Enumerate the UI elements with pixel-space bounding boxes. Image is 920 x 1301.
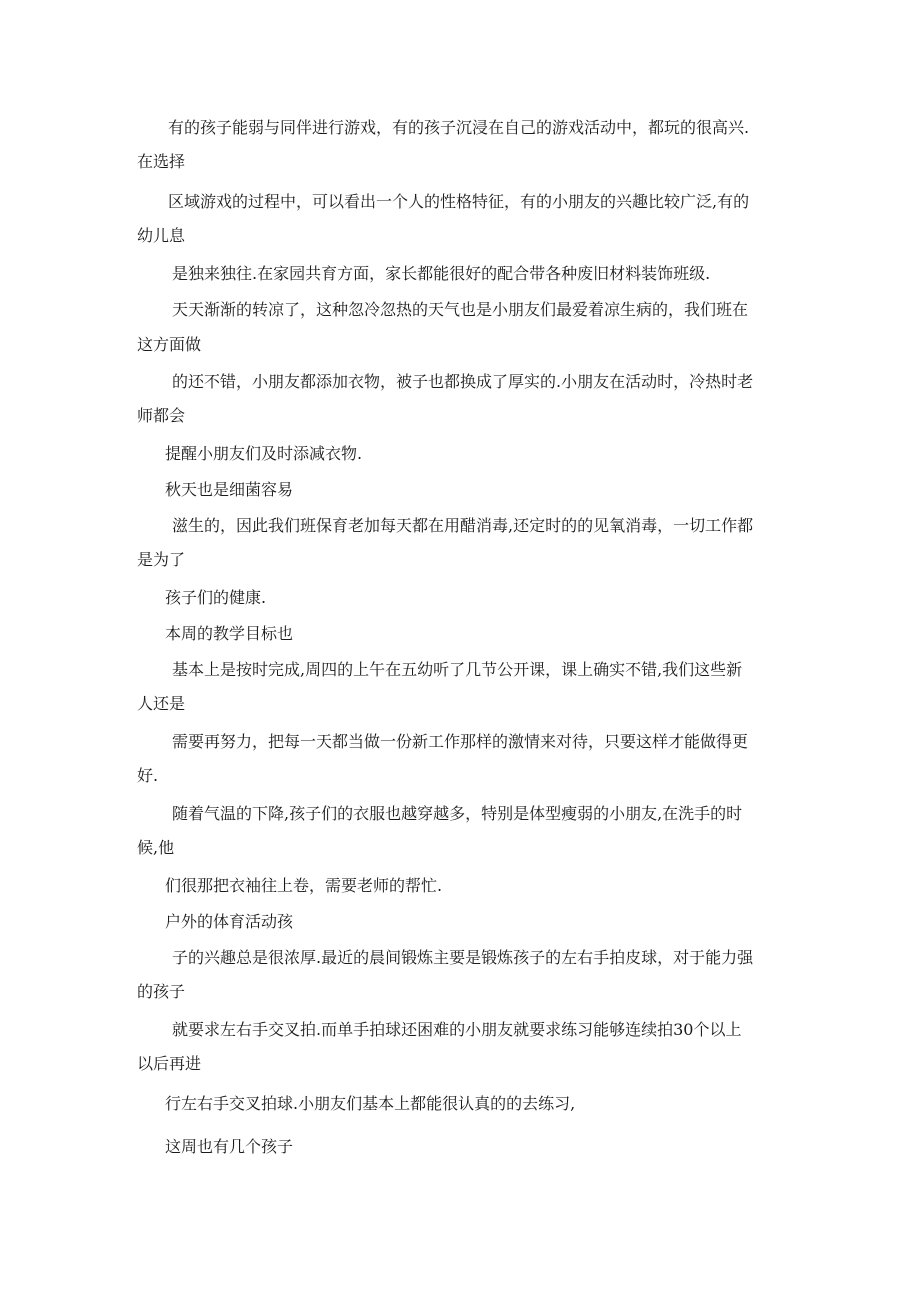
text-line: 是独来独往.在家园共育方面，家长都能很好的配合带各种废旧材料装饰班级. — [172, 264, 711, 283]
text-line: 是为了 — [137, 550, 186, 569]
text-line: 这周也有几个孩子 — [165, 1137, 294, 1156]
text-line: 滋生的，因此我们班保育老加每天都在用醋消毒,还定时的的见氧消毒，一切工作都 — [172, 516, 754, 535]
text-line: 的孩子 — [137, 982, 186, 1001]
text-line: 本周的教学目标也 — [165, 624, 294, 643]
text-line: 有的孩子能弱与同伴进行游戏，有的孩子沉浸在自己的游戏活动中，都玩的很高兴. — [168, 118, 750, 137]
text-line: 以后再进 — [137, 1054, 202, 1073]
text-line: 们很那把衣袖往上卷，需要老师的帮忙. — [165, 876, 443, 895]
text-line: 师都会 — [137, 406, 186, 425]
text-line: 行左右手交叉拍球.小朋友们基本上都能很认真的的去练习, — [165, 1094, 576, 1113]
text-line: 人还是 — [137, 694, 186, 713]
text-line: 提醒小朋友们及时添减衣物. — [165, 444, 363, 463]
text-line: 秋天也是细菌容易 — [165, 480, 294, 499]
text-line: 子的兴趣总是很浓厚.最近的晨间锻炼主要是锻炼孩子的左右手拍皮球，对于能力强 — [172, 948, 754, 967]
text-line: 候,他 — [137, 838, 175, 857]
text-line: 的还不错，小朋友都添加衣物，被子也都换成了厚实的.小朋友在活动时，冷热时老 — [172, 372, 754, 391]
text-line: 在选择 — [137, 152, 186, 171]
text-line: 户外的体育活动孩 — [165, 912, 294, 931]
text-line: 这方面做 — [137, 335, 202, 354]
text-line: 区域游戏的过程中，可以看出一个人的性格特征，有的小朋友的兴趣比较广泛,有的 — [168, 192, 750, 211]
text-line: 天天渐渐的转凉了，这种忽冷忽热的天气也是小朋友们最爱着凉生病的，我们班在 — [172, 300, 749, 319]
text-line: 需要再努力，把每一天都当做一份新工作那样的激情来对待，只要这样才能做得更 — [172, 732, 749, 751]
text-line: 幼儿息 — [137, 226, 186, 245]
text-line: 随着气温的下降,孩子们的衣服也越穿越多，特别是体型瘦弱的小朋友,在洗手的时 — [172, 804, 743, 823]
text-line: 基本上是按时完成,周四的上午在五幼听了几节公开课，课上确实不错,我们这些新 — [172, 660, 743, 679]
text-line: 好. — [137, 766, 159, 785]
text-line: 就要求左右手交叉拍.而单手拍球还困难的小朋友就要求练习能够连续拍30个以上 — [172, 1020, 742, 1039]
text-line: 孩子们的健康. — [165, 588, 267, 607]
